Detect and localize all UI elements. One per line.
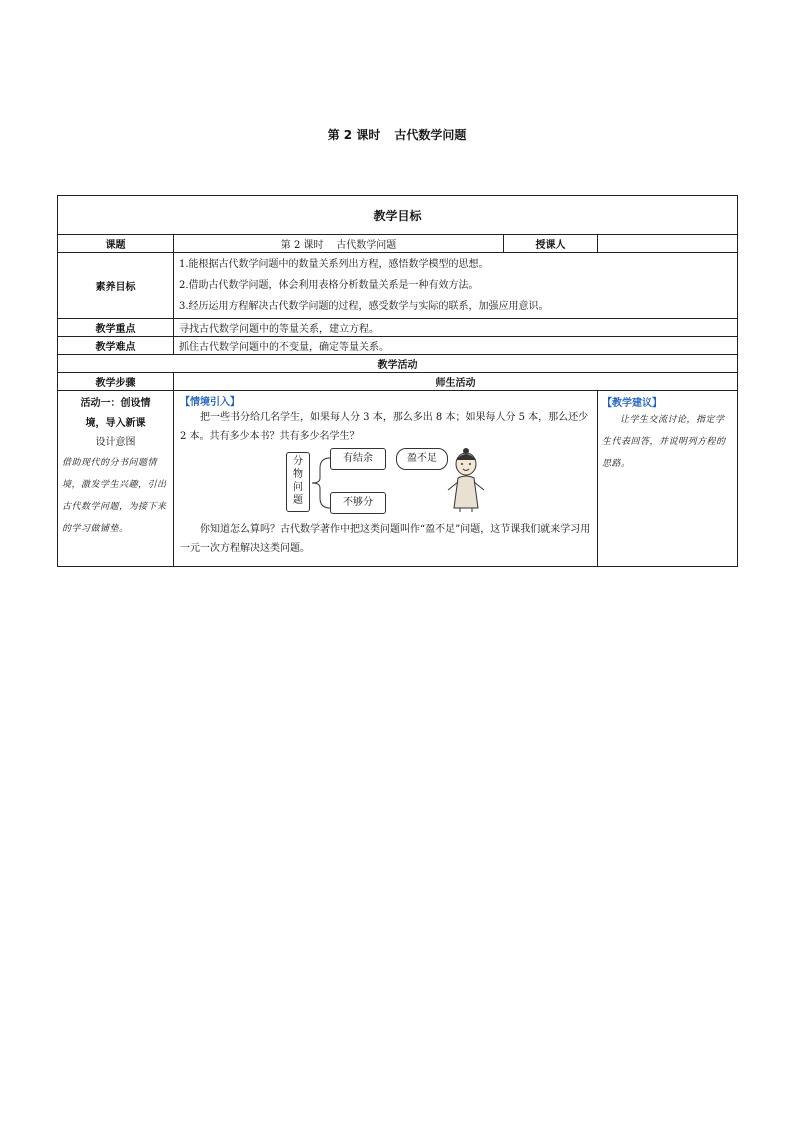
teacher-value[interactable] bbox=[598, 235, 738, 253]
design-intent-label: 设计意图 bbox=[95, 437, 136, 448]
steps-label: 教学步骤 bbox=[58, 373, 174, 391]
activity-1-row bbox=[58, 391, 738, 567]
goals-label: 素养目标 bbox=[58, 253, 174, 319]
activity-1-steps bbox=[58, 391, 174, 567]
activity-header: 教学活动 bbox=[58, 355, 738, 373]
lesson-number: 第 2 课时 bbox=[327, 128, 381, 142]
ancient-scholar-icon bbox=[442, 448, 490, 512]
activity-1-title-line: 活动一：创设情 bbox=[80, 398, 151, 409]
suggestion-tag: 【教学建议】 bbox=[602, 398, 662, 409]
scene-tag: 【情境引入】 bbox=[180, 397, 240, 408]
diagram-category-box bbox=[286, 452, 310, 512]
diagram-option-surplus: 有结余 bbox=[330, 448, 386, 470]
section-title-row bbox=[58, 196, 738, 235]
topic-label: 课题 bbox=[58, 235, 174, 253]
activity-header-row bbox=[58, 355, 738, 373]
closing-text: 你知道怎么算吗？古代数学著作中把这类问题叫作“盈不足”问题，这节课我们就来学习用一元一次方程解决这类问题。 bbox=[180, 524, 591, 554]
speech-bubble: 盈不足 bbox=[396, 448, 448, 470]
diagram-option-shortage: 不够分 bbox=[330, 492, 386, 514]
difficulty-label: 教学难点 bbox=[58, 337, 174, 355]
topic-value: 第 2 课时 古代数学问题 bbox=[174, 235, 504, 253]
goal-item: 3.经历运用方程解决古代数学问题的过程，感受数学与实际的联系，加强应用意识。 bbox=[179, 301, 549, 312]
lesson-title: 古代数学问题 bbox=[394, 128, 467, 142]
difficulty-row bbox=[58, 337, 738, 355]
activity-1-content bbox=[174, 391, 598, 567]
lesson-plan-table bbox=[57, 195, 738, 567]
page-title bbox=[0, 126, 794, 143]
teaching-suggestion-cell bbox=[598, 391, 738, 567]
goal-item: 2.借助古代数学问题，体会利用表格分析数量关系是一种有效方法。 bbox=[179, 280, 479, 291]
brace-icon bbox=[308, 450, 332, 516]
key-point-value: 寻找古代数学问题中的等量关系，建立方程。 bbox=[174, 319, 738, 337]
activity-1-title-line: 境，导入新课 bbox=[85, 418, 146, 429]
difficulty-value: 抓住古代数学问题中的不变量，确定等量关系。 bbox=[174, 337, 738, 355]
teacher-label: 授课人 bbox=[504, 235, 598, 253]
classification-diagram bbox=[180, 448, 591, 516]
topic-row bbox=[58, 235, 738, 253]
design-intent-text: 借助现代的分书问题情境，激发学生兴趣，引出古代数学问题，为接下来的学习做铺垫。 bbox=[62, 458, 167, 534]
goals-row bbox=[58, 253, 738, 319]
problem-text: 把一些书分给几名学生，如果每人分 3 本，那么多出 8 本；如果每人分 5 本，那么还少 2 本。共有多少本书？共有多少名学生？ bbox=[180, 412, 589, 442]
key-point-row bbox=[58, 319, 738, 337]
activity-label: 师生活动 bbox=[174, 373, 738, 391]
goal-item: 1.能根据古代数学问题中的数量关系列出方程，感悟数学模型的思想。 bbox=[179, 259, 489, 270]
section-title: 教学目标 bbox=[58, 196, 738, 235]
diagram-category-label: 分物问题 bbox=[293, 456, 303, 506]
key-point-label: 教学重点 bbox=[58, 319, 174, 337]
activity-columns-row bbox=[58, 373, 738, 391]
suggestion-text: 让学生交流讨论，指定学生代表回答，并说明列方程的思路。 bbox=[602, 415, 726, 469]
